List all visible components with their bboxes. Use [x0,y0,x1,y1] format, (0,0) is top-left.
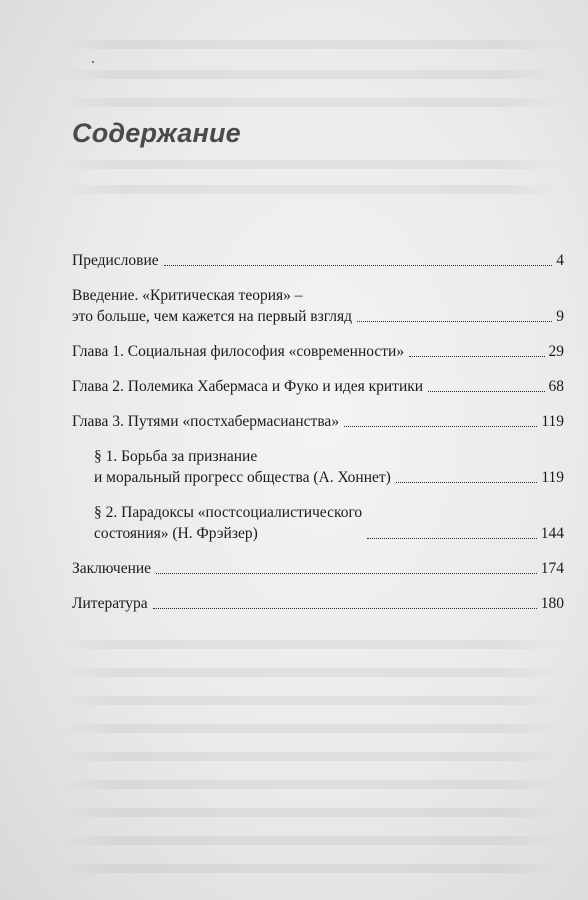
toc-entry-chapter-2[interactable] [72,376,564,397]
toc-entry-introduction[interactable] [72,285,564,327]
toc-leader-dots [156,573,537,574]
toc-leader-dots [357,321,552,322]
bleed-through-line [60,640,560,649]
toc-entry-bibliography[interactable] [72,593,564,614]
toc-entry-title: Литература [72,595,148,612]
bleed-through-line [60,40,560,49]
bleed-through-line [60,808,560,817]
bleed-through-line [60,70,560,79]
toc-leader-dots [396,482,537,483]
toc-entry-title: Предисловие [72,252,159,269]
toc-entry-title: Глава 2. Полемика Хабермаса и Фуко и идея критики [72,378,424,395]
bleed-through-line [60,836,560,845]
bleed-through-line [60,160,560,169]
toc-page-number: 29 [548,343,564,360]
bleed-through-line [60,185,560,194]
page-title: Содержание [72,118,241,148]
bleed-through-line [60,752,560,761]
bleed-through-line [60,724,560,733]
toc-entry-section-2[interactable] [72,502,564,544]
toc-leader-dots [409,356,544,357]
bleed-through-line [60,668,560,677]
toc-page-number: 9 [556,308,564,325]
toc-entry-title: § 2. Парадоксы «постсоциалистического состояния» (Н. Фрэйзер) [94,504,363,542]
bleed-through-line [60,780,560,789]
toc-page-number: 144 [540,525,564,542]
toc-leader-dots [428,391,544,392]
toc-page-number: 180 [540,595,564,612]
toc-entry-preface[interactable] [72,250,564,271]
table-of-contents [72,250,564,628]
bleed-through-line [60,98,560,107]
toc-page-number: 119 [541,413,564,430]
toc-entry-title: § 1. Борьба за признание и моральный прогресс общества (А. Хоннет) [94,448,391,486]
toc-leader-dots [367,538,537,539]
bleed-through-line [60,864,560,873]
toc-entry-title: Глава 1. Социальная философия «современности» [72,343,405,360]
page-speck [92,61,94,63]
toc-leader-dots [153,608,537,609]
toc-entry-chapter-3[interactable] [72,411,564,432]
toc-leader-dots [344,426,537,427]
toc-entry-title: Глава 3. Путями «постхабермасианства» [72,413,340,430]
toc-entry-chapter-1[interactable] [72,341,564,362]
toc-entry-section-1[interactable] [72,446,564,488]
toc-entry-title: Введение. «Критическая теория» – это больше, чем кажется на первый взгляд [72,287,353,325]
toc-page-number: 174 [540,560,564,577]
toc-page-number: 68 [548,378,564,395]
toc-page-number: 119 [541,469,564,486]
toc-entry-title: Заключение [72,560,152,577]
toc-leader-dots [164,265,553,266]
bleed-through-line [60,696,560,705]
toc-entry-conclusion[interactable] [72,558,564,579]
toc-page-number: 4 [556,252,564,269]
